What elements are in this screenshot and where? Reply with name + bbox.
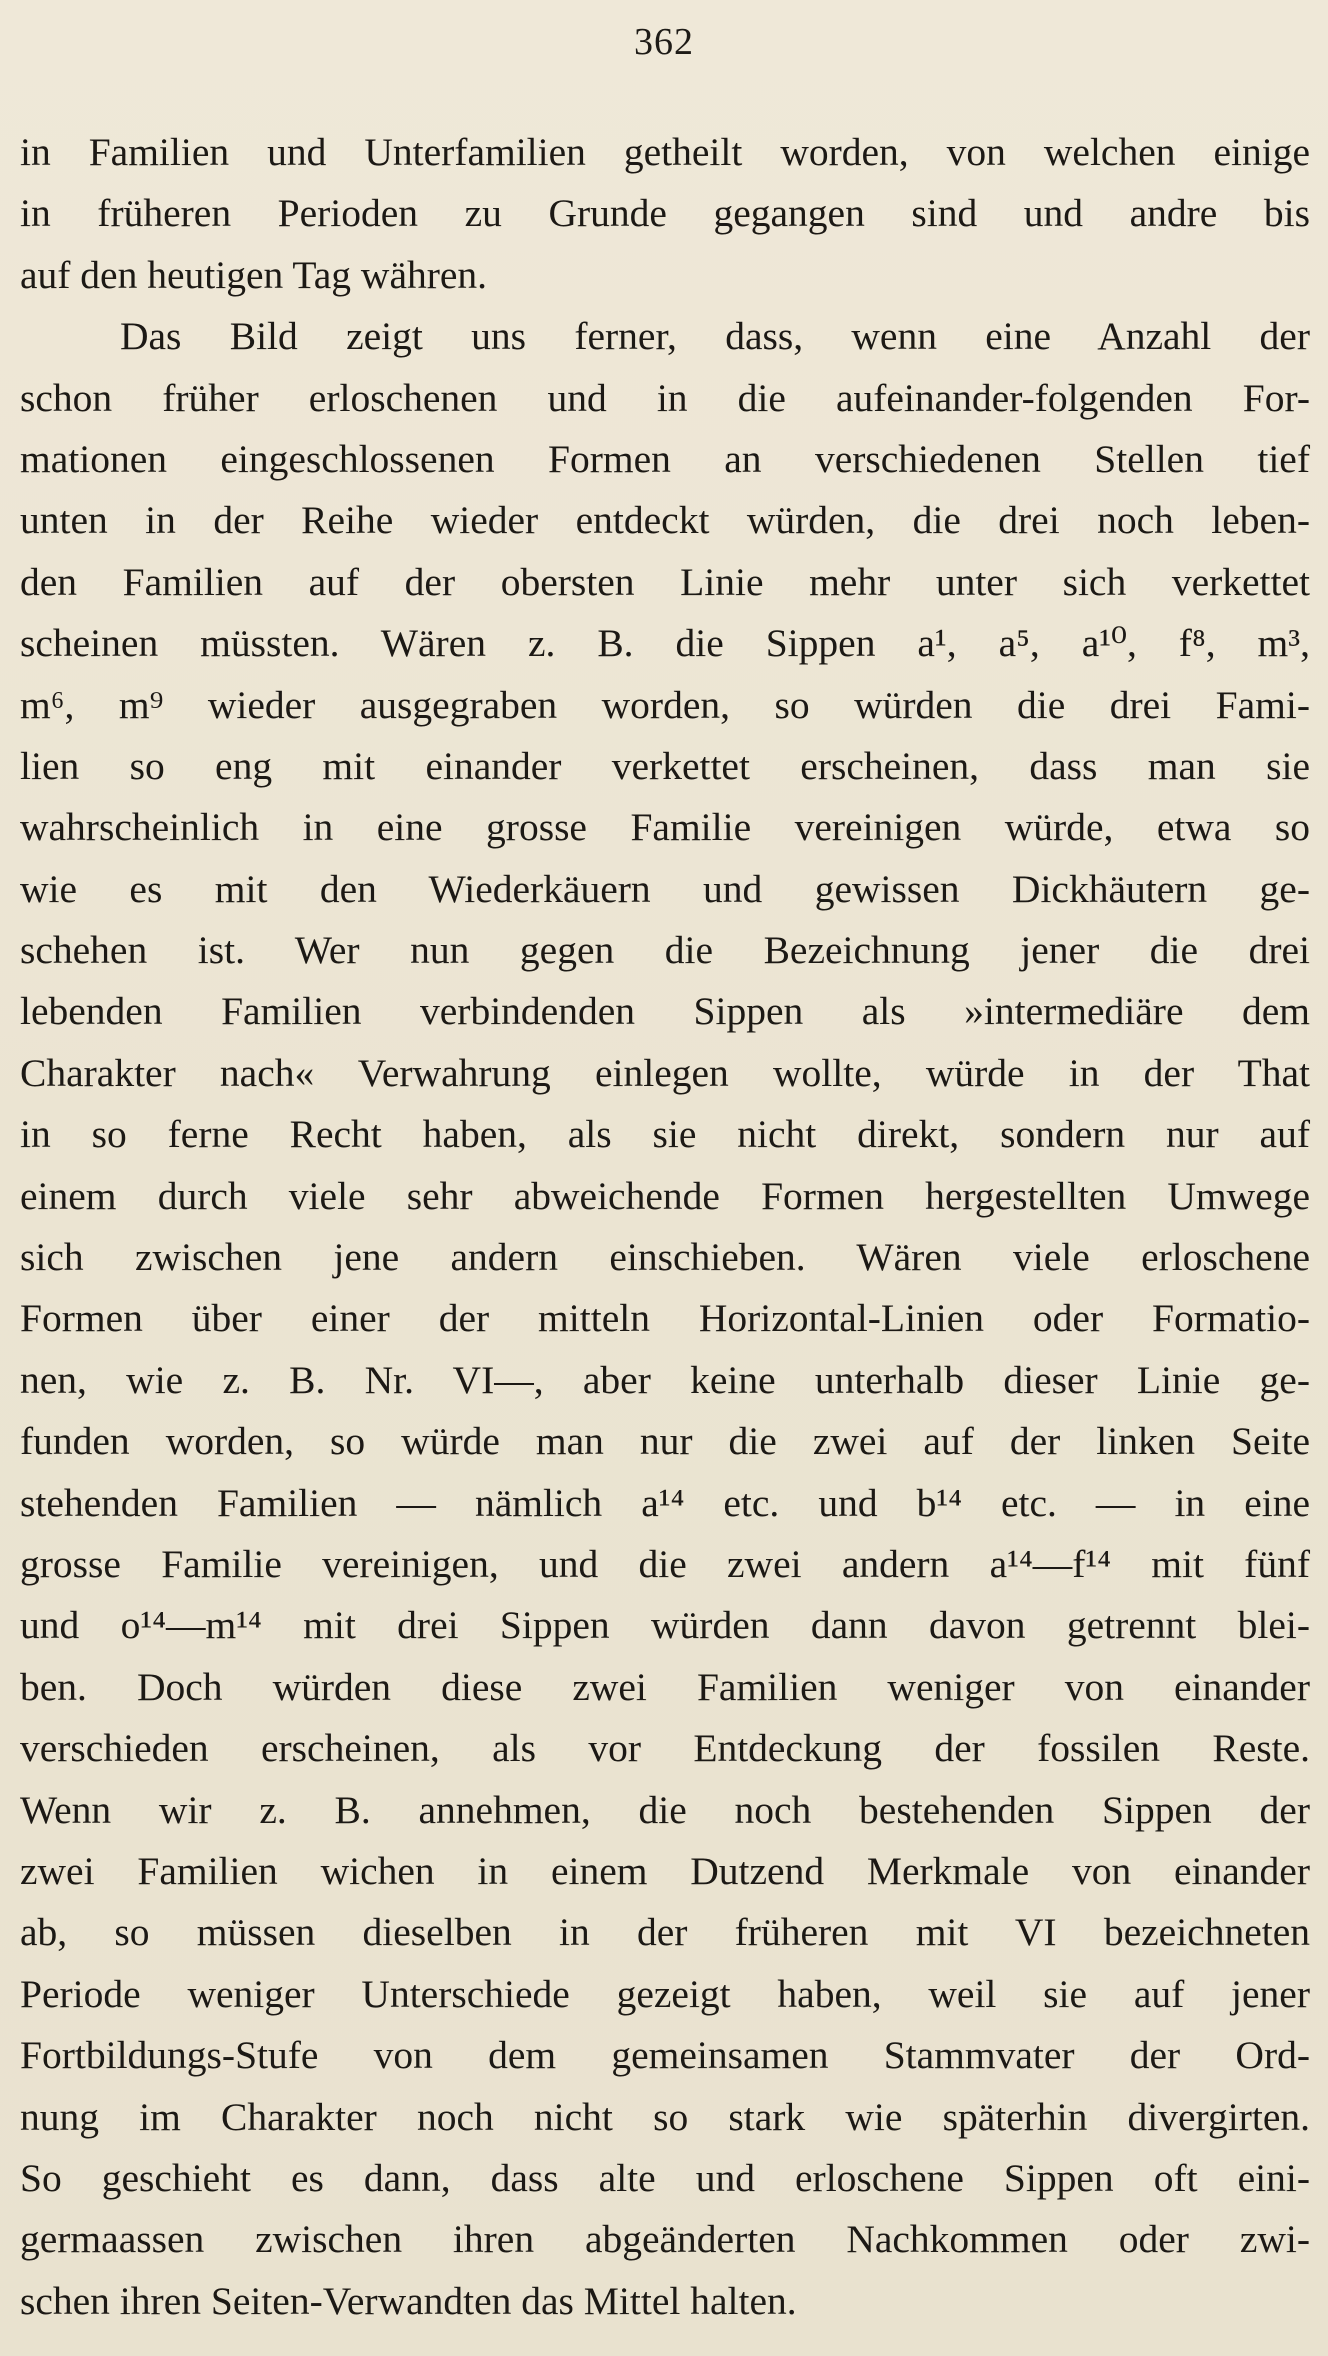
text-line: Charakter nach« Verwahrung einlegen wollte, würde in der That bbox=[20, 1050, 1310, 1095]
text-line: mationen eingeschlossenen Formen an verschiedenen Stellen tief bbox=[20, 436, 1310, 481]
text-line: schon früher erloschenen und in die aufeinander-folgenden For- bbox=[20, 375, 1310, 420]
text-line: Formen über einer der mitteln Horizontal-Linien oder Formatio- bbox=[20, 1296, 1310, 1341]
text-line: ab, so müssen dieselben in der früheren mit VI bezeichneten bbox=[20, 1910, 1310, 1955]
text-line: ben. Doch würden diese zwei Familien weniger von einander bbox=[20, 1664, 1310, 1709]
text-line: grosse Familie vereinigen, und die zwei andern a¹⁴—f¹⁴ mit fünf bbox=[20, 1541, 1310, 1586]
text-line: funden worden, so würde man nur die zwei auf der linken Seite bbox=[20, 1419, 1310, 1464]
text-line: auf den heutigen Tag währen. bbox=[20, 252, 488, 297]
page-number: 362 bbox=[634, 21, 694, 63]
text-line: Wenn wir z. B. annehmen, die noch bestehenden Sippen der bbox=[20, 1787, 1310, 1832]
text-line: zwei Familien wichen in einem Dutzend Merkmale von einander bbox=[20, 1848, 1310, 1893]
text-line: verschieden erscheinen, als vor Entdeckung der fossilen Reste. bbox=[20, 1726, 1310, 1771]
text-line: den Familien auf der obersten Linie mehr unter sich verkettet bbox=[20, 559, 1310, 604]
body-text bbox=[20, 122, 1310, 2332]
text-line: m⁶, m⁹ wieder ausgegraben worden, so würden die drei Fami- bbox=[20, 682, 1310, 727]
text-line: So geschieht es dann, dass alte und erloschene Sippen oft eini- bbox=[20, 2155, 1310, 2200]
text-line: stehenden Familien — nämlich a¹⁴ etc. und b¹⁴ etc. — in eine bbox=[20, 1480, 1310, 1525]
text-line: in früheren Perioden zu Grunde gegangen sind und andre bis bbox=[20, 191, 1310, 236]
text-line: in Familien und Unterfamilien getheilt worden, von welchen einige bbox=[20, 130, 1310, 174]
text-line: und o¹⁴—m¹⁴ mit drei Sippen würden dann davon getrennt blei- bbox=[20, 1603, 1310, 1648]
text-line: germaassen zwischen ihren abgeänderten Nachkommen oder zwi- bbox=[20, 2217, 1310, 2262]
text-line: nen, wie z. B. Nr. VI—, aber keine unterhalb dieser Linie ge- bbox=[20, 1357, 1310, 1402]
text-line: Das Bild zeigt uns ferner, dass, wenn eine Anzahl der bbox=[120, 314, 1310, 359]
text-line: wahrscheinlich in eine grosse Familie vereinigen würde, etwa so bbox=[20, 805, 1310, 850]
text-line: schehen ist. Wer nun gegen die Bezeichnung jener die drei bbox=[20, 928, 1310, 973]
text-line: lien so eng mit einander verkettet erscheinen, dass man sie bbox=[20, 743, 1310, 788]
text-line: in so ferne Recht haben, als sie nicht direkt, sondern nur auf bbox=[20, 1112, 1310, 1157]
text-line: schen ihren Seiten-Verwandten das Mittel halten. bbox=[20, 2278, 797, 2323]
text-line: sich zwischen jene andern einschieben. Wären viele erloschene bbox=[20, 1235, 1310, 1280]
text-line: nung im Charakter noch nicht so stark wie späterhin divergirten. bbox=[20, 2094, 1310, 2139]
text-line: Periode weniger Unterschiede gezeigt haben, weil sie auf jener bbox=[20, 1971, 1310, 2016]
text-line: scheinen müssten. Wären z. B. die Sippen a¹, a⁵, a¹⁰, f⁸, m³, bbox=[20, 621, 1310, 666]
text-line: einem durch viele sehr abweichende Formen hergestellten Umwege bbox=[20, 1173, 1310, 1218]
text-line: unten in der Reihe wieder entdeckt würden, die drei noch leben- bbox=[20, 498, 1310, 543]
text-line: lebenden Familien verbindenden Sippen als »intermediäre dem bbox=[20, 989, 1310, 1034]
text-line: Fortbildungs-Stufe von dem gemeinsamen Stammvater der Ord- bbox=[20, 2033, 1310, 2078]
text-line: wie es mit den Wiederkäuern und gewissen Dickhäutern ge- bbox=[20, 866, 1310, 911]
